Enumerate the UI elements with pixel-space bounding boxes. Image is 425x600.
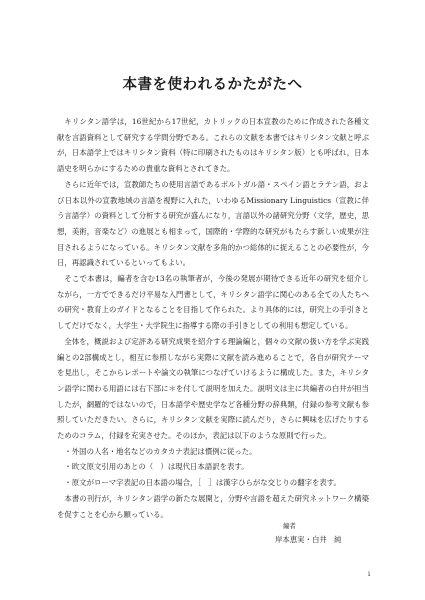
paragraph-2: さらに近年では，宣教師たちの使用言語であるポルトガル語・スペイン語とラテン語，および日本以外の宣教地域の言語を視野に入れた，いわゆるMissionary Linguistics（宣教に伴う言語学）の資料として分析する研究が盛んになり，言語以外の諸研究分野（文学，歴史，思想，美術，音楽など）の進展とも相まって，国際的・学際的な研究がもたらす新しい成果が注目されるようになっている。キリシタン文献を多角的かつ総体的に捉えることの必要性が，今日，再認識されているといってもよい。	[57, 179, 369, 268]
signature-role: 編者	[283, 522, 296, 530]
signature	[275, 519, 342, 547]
rule-item-3: ・原文がローマ字表記の日本語の場合，［ ］は漢字ひらがな交じりの翻字を表す。	[64, 478, 341, 488]
page-title: 本書を使われるかたがたへ	[122, 77, 303, 93]
paragraph-4: 全体を，概説および定評ある研究成果を紹介する理論編と，個々の文献の扱い方を学ぶ実践編との2部構成とし，相互に参照しながら実際に文献を読み進めることで，各自が研究テーマを見出し，そこからレポートや論文の執筆につなげていけるように構成した。また，キリシタン語学に関わる用語には右下部に＊を付して説明を加えた。説明文は主に共編者の白井が担当したが，網羅的ではないので，日本語学や歴史学など各種分野の辞典類，付録の参考文献も参照していただきたい。さらに，キリシタン文献を実際に読んだり，さらに興味を広げたりするためのコラム，付録を充実させた。そのほか，表記は以下のような原則で行った。	[57, 336, 369, 441]
page-number: i	[368, 570, 371, 578]
rule-item-2: ・欧文原文引用のあとの（ ）は現代日本語訳を表す。	[64, 462, 249, 472]
rule-item-1: ・外国の人名・地名などのカタカナ表記は慣例に従った。	[64, 446, 257, 456]
signature-names: 岸本恵実・白井 純	[275, 535, 342, 544]
paragraph-1: キリシタン語学は，16世紀から17世紀，カトリックの日本宣教のために作成された各種文献を言語資料として研究する学問分野である。これらの文献を本書ではキリシタン文献と呼ぶが，日本語学上ではキリシタン資料（特に印刷されたものはキリシタン版）とも呼ばれ，日本語史を明らかにするための貴重な資料とされてきた。	[57, 117, 369, 174]
paragraph-3: そこで本書は，編者を含む13名の執筆者が，今後の発展が期待できる近年の研究を紹介しながら，一方でできるだけ平易な入門書として，キリシタン語学に関心のある全ての人たちへの研究・教育上のガイドとなることを目指して作られた。より具体的には，研究上の手引きとしてだけでなく，大学生・大学院生に指導する際の手引きとしての利用も想定している。	[57, 274, 369, 331]
body-text	[57, 114, 369, 522]
closing-paragraph: 本書の刊行が，キリシタン語学の新たな展開と，分野や言語を超えた研究ネットワーク構築を促すことを心から願っている。	[57, 493, 369, 519]
